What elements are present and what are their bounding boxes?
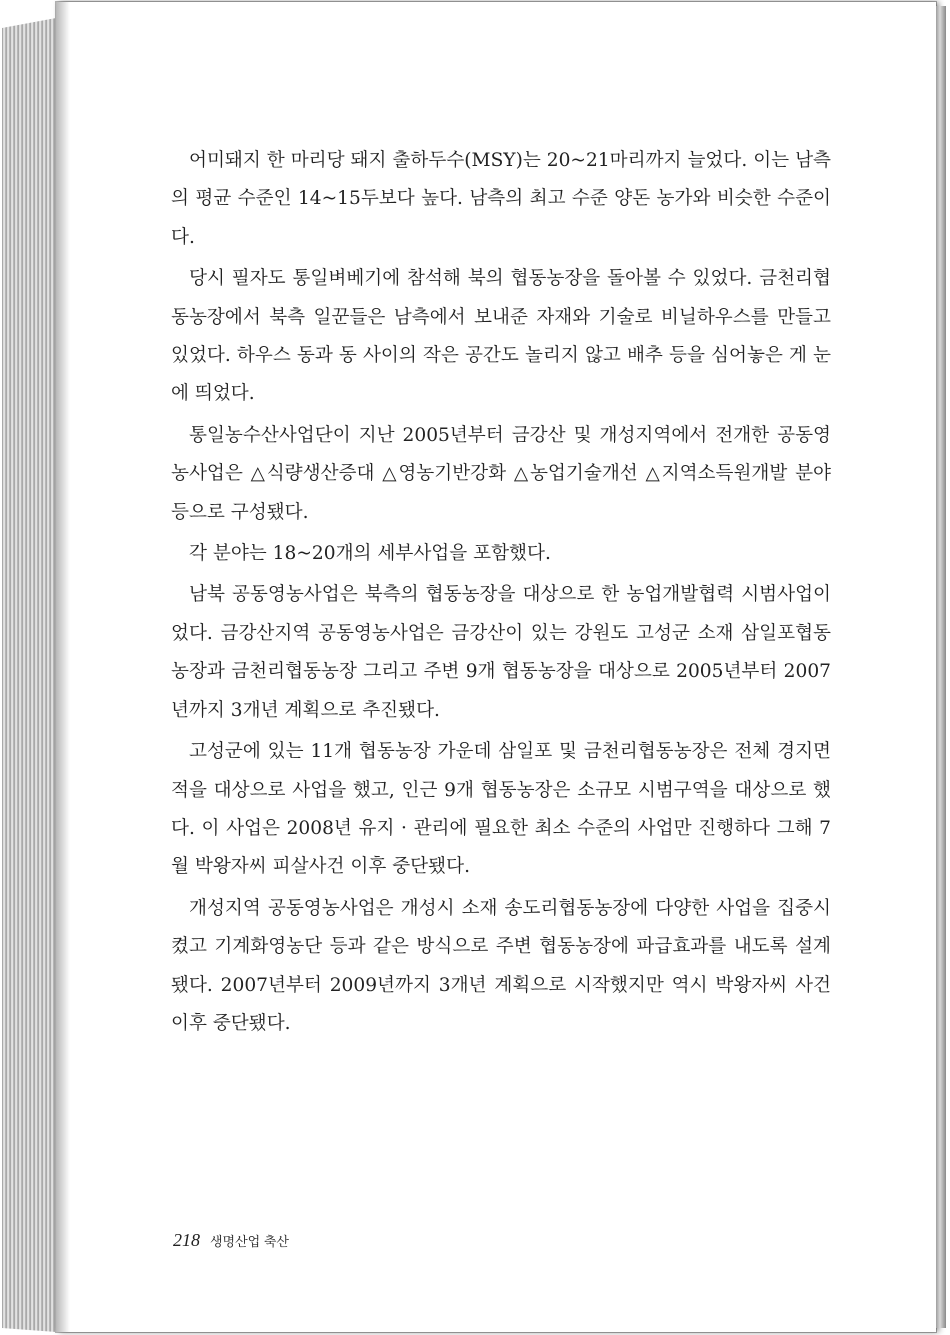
stacked-page-edges xyxy=(2,18,56,1332)
paragraph-6: 고성군에 있는 11개 협동농장 가운데 삼일포 및 금천리협동농장은 전체 경지면적을 대상으로 사업을 했고, 인근 9개 협동농장은 소규모 시범구역을 대상으로 했다. 이 사업은 2008년 유지 · 관리에 필요한 최소 수준의 사업만 진행하다 그해 7월 박왕자씨 피살사건 이후 중단됐다. xyxy=(171,741,831,878)
page-footer xyxy=(173,1230,289,1251)
spine-shadow xyxy=(56,2,70,1332)
body-text xyxy=(171,142,831,1046)
page-right-edge xyxy=(936,6,946,1328)
paragraph-7: 개성지역 공동영농사업은 개성시 소재 송도리협동농장에 다양한 사업을 집중시켰고 기계화영농단 등과 같은 방식으로 주변 협동농장에 파급효과를 내도록 설계됐다. 2007년부터 2009년까지 3개년 계획으로 시작했지만 역시 박왕자씨 사건 이후 중단됐다. xyxy=(171,897,831,1034)
paragraph-3: 통일농수산사업단이 지난 2005년부터 금강산 및 개성지역에서 전개한 공동영농사업은 △식량생산증대 △영농기반강화 △농업기술개선 △지역소득원개발 분야 등으로 구성됐다. xyxy=(171,424,831,523)
paragraph-5: 남북 공동영농사업은 북측의 협동농장을 대상으로 한 농업개발협력 시범사업이었다. 금강산지역 공동영농사업은 금강산이 있는 강원도 고성군 소재 삼일포협동농장과 금천리협동농장 그리고 주변 9개 협동농장을 대상으로 2005년부터 2007년까지 3개년 계획으로 추진됐다. xyxy=(171,584,831,721)
page-number: 218 xyxy=(173,1230,200,1250)
running-title: 생명산업 축산 xyxy=(210,1234,289,1249)
paragraph-2: 당시 필자도 통일벼베기에 참석해 북의 협동농장을 돌아볼 수 있었다. 금천리협동농장에서 북측 일꾼들은 남측에서 보내준 자재와 기술로 비닐하우스를 만들고 있었다. 하우스 동과 동 사이의 작은 공간도 놀리지 않고 배추 등을 심어놓은 게 눈에 띄었다. xyxy=(171,268,831,405)
paragraph-4: 각 분야는 18~20개의 세부사업을 포함했다. xyxy=(189,543,551,565)
paragraph-1: 어미돼지 한 마리당 돼지 출하두수(MSY)는 20~21마리까지 늘었다. 이는 남측의 평균 수준인 14~15두보다 높다. 남측의 최고 수준 양돈 농가와 비슷한 수준이다. xyxy=(171,150,831,248)
book-page xyxy=(56,2,936,1332)
